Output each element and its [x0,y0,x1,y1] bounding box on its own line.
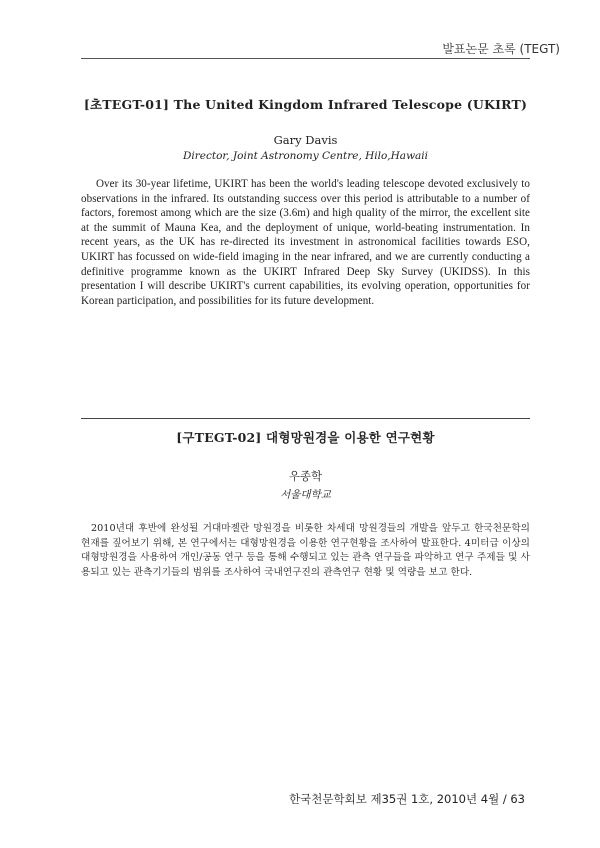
abstract-1 [81,95,530,308]
running-header: 발표논문 초록 (TEGT) [442,42,560,56]
author-affiliation: Director, Joint Astronomy Centre, Hilo,Hawaii [182,150,429,162]
author-name: Gary Davis [273,133,338,147]
abstract-body: Over its 30-year lifetime, UKIRT has been the world's leading telescope devoted exclusively to observations in the infrared. Its outstanding success over this period is attributable to a number of factors, foremost among which are the size (3.6m) and high quality of the mirror, the excellent site at the summit of Mauna Kea, and the deployment of unique, world-beating instrumentation. In recent years, as the UK has re-directed its investment in astronomical facilities towards ESO, UKIRT has focussed on wide-field imaging in the near infrared, and we are currently conducting a definitive programme known as the UKIRT Infrared Deep Sky Survey (UKIDSS). In this presentation I will describe UKIRT's current capabilities, its evolving operation, opportunities for Korean participation, and possibilities for its future development. [81,178,530,307]
header-rule [81,58,530,59]
abstract-body: 2010년대 후반에 완성될 거대마젤란 망원경을 비롯한 차세대 망원경들의 개발을 앞두고 한국천문학의 현재를 짚어보기 위해, 본 연구에서는 대형망원경을 이용한 연구현황을 조사하여 발표한다. 4미터급 이상의 대형망원경을 사용하여 개인/공동 연구 등을 통해 수행되고 있는 관측 연구들을 파악하고 연구 주제들 및 사용되고 있는 관측기기들의 범위를 조사하여 국내연구진의 관측연구 현황 및 역량을 보고 한다. [81,523,530,578]
author-affiliation: 서울대학교 [280,489,331,501]
author-name: 우종학 [288,469,323,483]
abstract-2 [81,428,530,580]
page-footer: 한국천문학회보 제35권 1호, 2010년 4월 / 63 [289,792,525,806]
abstract-title: [구TEGT-02] 대형망원경을 이용한 연구현황 [176,430,435,445]
section-divider [81,418,530,419]
abstract-title: [초TEGT-01] The United Kingdom Infrared Telescope (UKIRT) [83,97,528,112]
